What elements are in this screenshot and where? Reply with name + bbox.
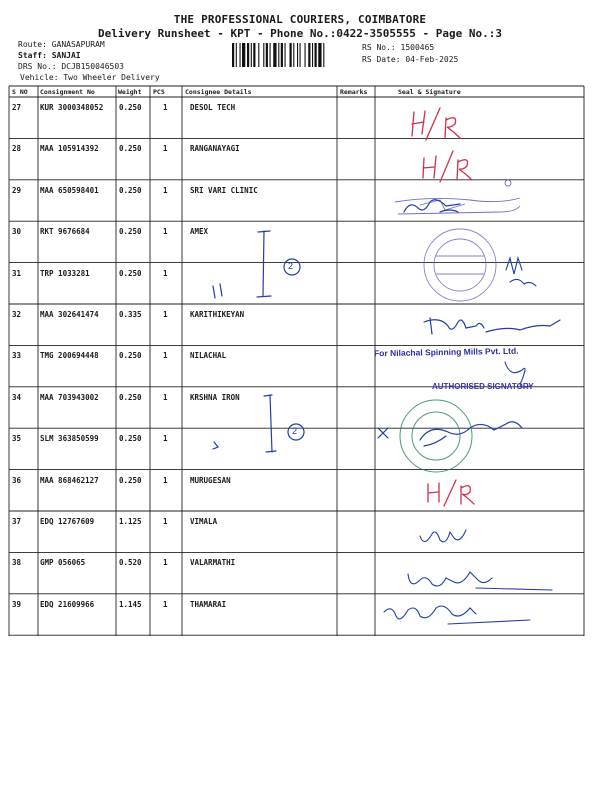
barcode-bar <box>281 43 283 67</box>
table-row <box>0 180 600 221</box>
cell-pcs: 1 <box>163 185 168 195</box>
col-header-sno: S NO <box>12 88 28 96</box>
cell-sno: 28 <box>12 144 22 154</box>
barcode-bar <box>315 43 317 67</box>
cell-pcs: 1 <box>163 434 168 444</box>
barcode-bar <box>266 43 268 67</box>
cell-consignment: RKT 9676684 <box>40 227 90 237</box>
cell-consignee: AMEX <box>190 227 209 237</box>
cell-consignee: KARITHIKEYAN <box>190 310 245 319</box>
cell-sno: 35 <box>12 434 22 444</box>
barcode-bar <box>312 43 313 67</box>
col-header-consignee: Consignee Details <box>185 88 252 96</box>
cell-consignment: TMG 200694448 <box>40 351 99 361</box>
cell-sno: 34 <box>12 392 22 402</box>
cell-sno: 36 <box>12 475 22 485</box>
cell-consignee: VALARMATHI <box>190 558 236 568</box>
col-header-remarks: Remarks <box>340 88 368 96</box>
barcode-bar <box>323 43 324 67</box>
table-row <box>0 221 600 262</box>
cell-pcs: 1 <box>163 268 168 278</box>
barcode-bar <box>285 43 286 67</box>
barcode-bar <box>278 43 279 67</box>
barcode-bar <box>273 43 276 67</box>
cell-pcs: 1 <box>163 392 168 402</box>
cell-consignment: EDQ 12767609 <box>40 517 95 526</box>
cell-consignment: MAA 302641474 <box>40 310 99 319</box>
cell-consignment: SLM 363850599 <box>40 434 99 444</box>
barcode-bar <box>305 43 306 67</box>
barcode-bar <box>258 43 259 67</box>
barcode-bar <box>308 43 310 67</box>
cell-weight: 1.125 <box>119 517 142 526</box>
table-row <box>0 428 600 469</box>
barcode-bar <box>270 43 271 67</box>
col-header-weight: Weight <box>118 88 142 96</box>
cell-consignment: MAA 703943002 <box>40 392 99 402</box>
cell-consignment: MAA 650598401 <box>40 185 99 195</box>
cell-weight: 1.145 <box>119 599 142 609</box>
cell-pcs: 1 <box>163 599 168 609</box>
barcode-bar <box>242 43 245 67</box>
cell-sno: 32 <box>12 310 22 319</box>
table-row <box>0 97 600 138</box>
barcode <box>232 43 358 67</box>
cell-sno: 37 <box>12 517 22 526</box>
runsheet-subtitle: Delivery Runsheet - KPT - Phone No.:0422-3505555 - Page No.:3 <box>98 27 502 40</box>
barcode-bar <box>300 43 301 67</box>
col-header-consignment: Consignment No <box>40 88 95 96</box>
cell-weight: 0.250 <box>119 351 142 361</box>
col-header-seal: Seal & Signature <box>398 88 461 96</box>
cell-pcs: 1 <box>163 310 168 319</box>
cell-consignee: DESOL TECH <box>190 103 236 112</box>
cell-weight: 0.520 <box>119 558 142 568</box>
cell-consignment: MAA 105914392 <box>40 144 99 154</box>
cell-consignee: KRSHNA IRON <box>190 392 240 402</box>
table-row <box>0 594 600 635</box>
table-row <box>0 470 600 511</box>
cell-weight: 0.250 <box>119 268 142 278</box>
cell-weight: 0.250 <box>119 185 142 195</box>
cell-sno: 38 <box>12 558 22 568</box>
cell-consignment: EDQ 21609966 <box>40 599 95 609</box>
cell-consignee: THAMARAI <box>190 599 227 609</box>
barcode-bar <box>232 43 234 67</box>
barcode-bar <box>318 43 321 67</box>
barcode-bar <box>253 43 255 67</box>
barcode-bar <box>263 43 264 67</box>
barcode-bar <box>236 43 237 67</box>
cell-sno: 30 <box>12 227 22 237</box>
cell-weight: 0.250 <box>119 103 142 112</box>
cell-weight: 0.335 <box>119 310 142 319</box>
col-header-pcs: PCS <box>153 88 165 96</box>
barcode-bar <box>251 43 252 67</box>
cell-pcs: 1 <box>163 517 168 526</box>
cell-sno: 27 <box>12 103 22 112</box>
cell-pcs: 1 <box>163 227 168 237</box>
table-row <box>0 138 600 179</box>
cell-pcs: 1 <box>163 475 168 485</box>
table-row <box>0 263 600 304</box>
cell-sno: 31 <box>12 268 22 278</box>
cell-pcs: 1 <box>163 144 168 154</box>
barcode-bar <box>297 43 298 67</box>
cell-consignee: SRI VARI CLINIC <box>190 185 258 195</box>
cell-sno: 29 <box>12 185 22 195</box>
cell-consignment: TRP 1033281 <box>40 268 90 278</box>
route-text: Route: GANASAPURAM <box>18 40 105 49</box>
cell-consignee: RANGANAYAGI <box>190 144 240 154</box>
cell-consignee: MURUGESAN <box>190 475 231 485</box>
cell-pcs: 1 <box>163 351 168 361</box>
table-row <box>0 304 600 345</box>
cell-consignment: KUR 3000348052 <box>40 103 104 112</box>
table-row <box>0 511 600 552</box>
company-title: THE PROFESSIONAL COURIERS, COIMBATORE <box>173 13 427 26</box>
cell-pcs: 1 <box>163 103 168 112</box>
cell-consignee: NILACHAL <box>190 351 227 361</box>
cell-sno: 33 <box>12 351 22 361</box>
cell-weight: 0.250 <box>119 434 142 444</box>
circled-number-row-35: 2 <box>292 426 298 436</box>
cell-weight: 0.250 <box>119 475 142 485</box>
barcode-bar <box>293 43 294 67</box>
table-row <box>0 387 600 428</box>
rs-number: RS No.: 1500465 <box>362 43 435 52</box>
cell-consignment: MAA 868462127 <box>40 475 99 485</box>
staff-text: Staff: SANJAI <box>18 51 81 60</box>
cell-consignee: VIMALA <box>190 517 218 526</box>
vehicle-text: Vehicle: Two Wheeler Delivery <box>20 73 160 82</box>
barcode-bar <box>247 43 249 67</box>
drs-number: DRS No.: DCJB150046503 <box>18 62 124 71</box>
cell-weight: 0.250 <box>119 144 142 154</box>
rs-date: RS Date: 04-Feb-2025 <box>362 55 459 64</box>
cell-sno: 39 <box>12 599 22 609</box>
cell-consignment: GMP 056065 <box>40 558 86 568</box>
cell-weight: 0.250 <box>119 392 142 402</box>
circled-number-row-31: 2 <box>288 261 294 271</box>
barcode-bar <box>290 43 292 67</box>
cell-weight: 0.250 <box>119 227 142 237</box>
barcode-bar <box>240 43 241 67</box>
cell-pcs: 1 <box>163 558 168 568</box>
nilachal-stamp-line1: For Nilachal Spinning Mills Pvt. Ltd. <box>373 345 519 359</box>
nilachal-stamp-line2: AUTHORISED SIGNATORY <box>432 382 534 391</box>
table-row <box>0 552 600 593</box>
